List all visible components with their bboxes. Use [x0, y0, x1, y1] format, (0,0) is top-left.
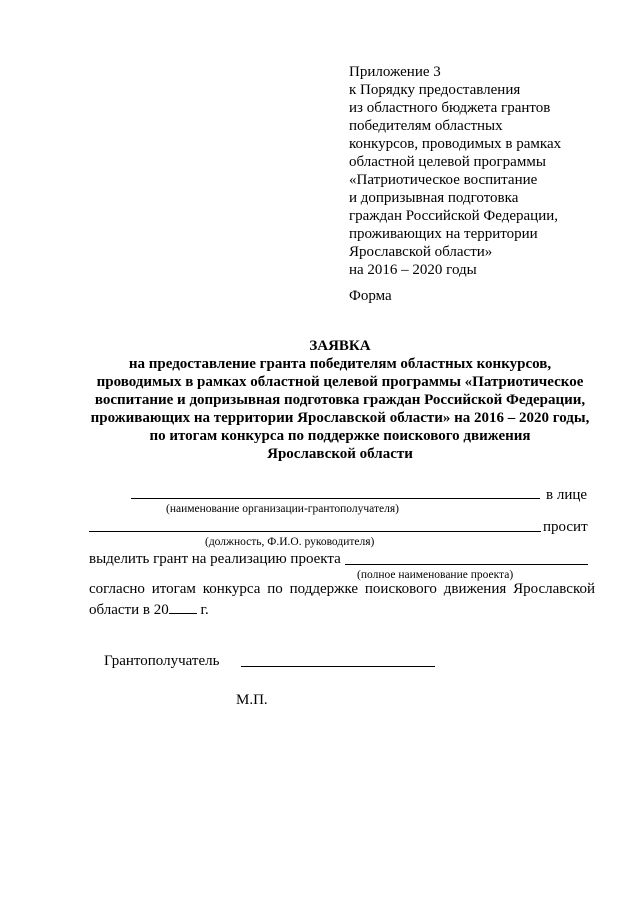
appendix-line: к Порядку предоставления	[349, 82, 521, 98]
organization-caption: (наименование организации-грантополучателя)	[166, 503, 399, 515]
year-suffix: г.	[200, 602, 209, 618]
appendix-line: областной целевой программы	[349, 154, 546, 170]
project-caption: (полное наименование проекта)	[357, 569, 514, 581]
paragraph-text: согласно итогам конкурса по поддержке поискового движения Ярославской области в 20	[89, 581, 595, 618]
title-line: на предоставление гранта победителям областных конкурсов,	[128, 356, 552, 372]
requests-text: просит	[543, 519, 588, 535]
grant-request-text: выделить грант на реализацию проекта	[89, 551, 341, 567]
appendix-line: победителям областных	[349, 118, 503, 134]
appendix-line: Ярославской области»	[349, 244, 493, 260]
appendix-line: «Патриотическое воспитание	[349, 172, 538, 188]
appendix-line: из областного бюджета грантов	[349, 100, 551, 116]
form-label: Форма	[349, 288, 392, 304]
appendix-block	[349, 63, 561, 279]
in-person-text: в лице	[546, 487, 588, 503]
appendix-line: проживающих на территории	[349, 226, 538, 242]
organization-name-line[interactable]	[131, 498, 540, 499]
title-line: воспитание и допризывная подготовка граждан Российской Федерации,	[94, 392, 586, 408]
appendix-line: и допризывная подготовка	[349, 190, 519, 206]
year-blank[interactable]	[169, 599, 197, 614]
title-line: Ярославской области	[267, 446, 413, 462]
contest-paragraph	[89, 580, 595, 620]
title-line: проводимых в рамках областной целевой программы «Патриотическое	[96, 374, 584, 390]
title-line: проживающих на территории Ярославской области» на 2016 – 2020 годы,	[90, 410, 590, 426]
title-line: по итогам конкурса по поддержке поискового движения	[149, 428, 531, 444]
title-heading: ЗАЯВКА	[309, 338, 371, 354]
stamp-label: М.П.	[236, 692, 268, 708]
appendix-line: Приложение 3	[349, 64, 441, 80]
grantee-label: Грантополучатель	[104, 653, 220, 669]
director-line[interactable]	[89, 531, 541, 532]
appendix-line: граждан Российской Федерации,	[349, 208, 559, 224]
appendix-line: на 2016 – 2020 годы	[349, 262, 477, 278]
document-title	[60, 337, 620, 463]
project-name-line[interactable]	[345, 564, 588, 565]
signature-line[interactable]	[241, 666, 435, 667]
appendix-line: конкурсов, проводимых в рамках	[349, 136, 562, 152]
director-caption: (должность, Ф.И.О. руководителя)	[205, 536, 375, 548]
